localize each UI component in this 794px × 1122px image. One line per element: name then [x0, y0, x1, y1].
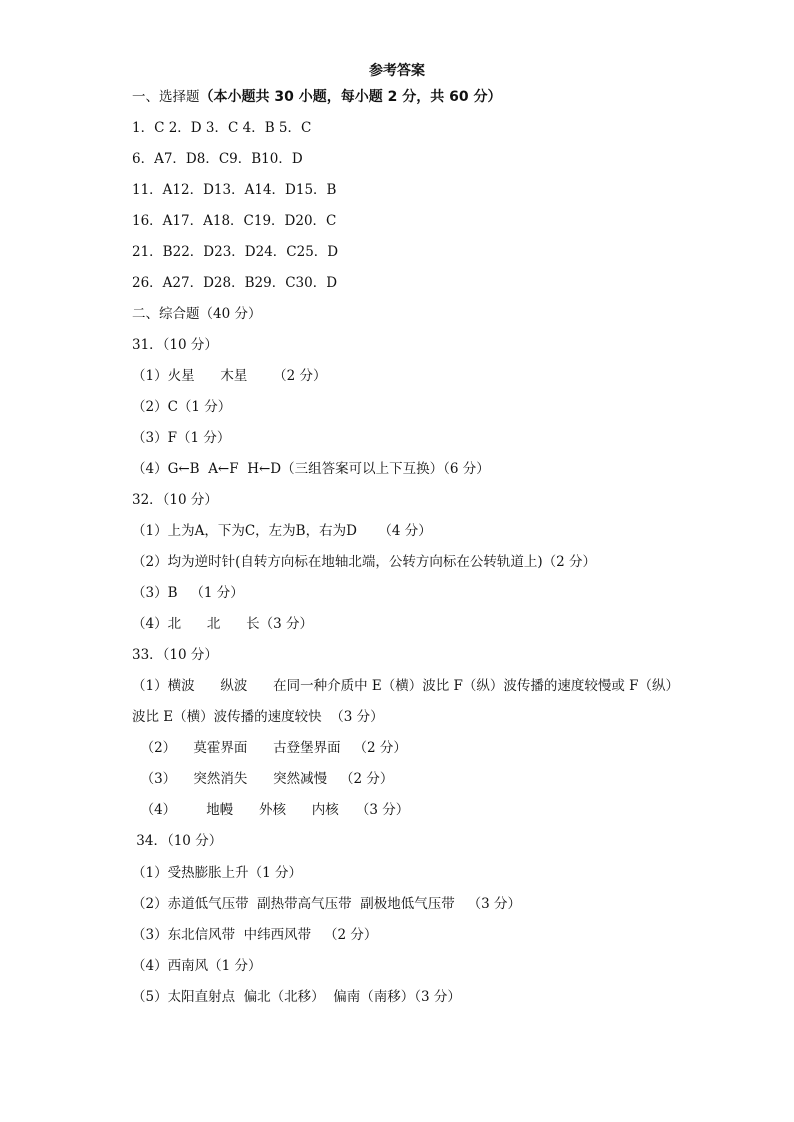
section-1-heading: [132, 88, 501, 106]
mc-answer-row: 26．A27．D28．B29．C30．D: [132, 275, 338, 291]
question-34-answer: （2）赤道低气压带 副热带高气压带 副极地低气压带 （3 分）: [132, 896, 522, 912]
question-31-answer: （4）G←B A←F H←D（三组答案可以上下互换）（6 分）: [132, 461, 490, 477]
question-32-answer: （1）上为A，下为C，左为B，右为D （4 分）: [132, 523, 432, 539]
question-34-answer: （3）东北信风带 中纬西风带 （2 分）: [132, 927, 378, 943]
question-32-header: 32．（10 分）: [132, 492, 218, 508]
mc-answer-row: 11．A12．D13．A14．D15．B: [132, 182, 337, 198]
page-title: 参考答案: [369, 63, 425, 79]
question-32-answer: （3）B （1 分）: [132, 585, 244, 601]
section-1-label: 一、选择题: [132, 89, 200, 105]
question-33-answer: （1）横波 纵波 在同一种介质中 E（横）波比 F（纵）波传播的速度较慢或 F（纵）: [132, 678, 680, 694]
mc-answer-row: 16．A17．A18．C19．D20．C: [132, 213, 337, 229]
question-33-answer: 波比 E（横）波传播的速度较快 （3 分）: [132, 709, 384, 725]
question-32-answer: （4）北 北 长（3 分）: [132, 616, 313, 632]
question-33-header: 33．（10 分）: [132, 647, 218, 663]
mc-answer-row: 21．B22．D23．D24．C25．D: [132, 244, 339, 260]
question-33-answer: （3） 突然消失 突然减慢 （2 分）: [132, 771, 394, 787]
question-34-answer: （5）太阳直射点 偏北（北移） 偏南（南移）（3 分）: [132, 989, 461, 1005]
question-33-answer: （2） 莫霍界面 古登堡界面 （2 分）: [132, 740, 407, 756]
question-34-header: 34．（10 分）: [132, 833, 223, 849]
question-34-answer: （1）受热膨胀上升（1 分）: [132, 865, 302, 881]
question-32-answer: （2）均为逆时针(自转方向标在地轴北端，公转方向标在公转轨道上)（2 分）: [132, 554, 597, 570]
question-34-answer: （4）西南风（1 分）: [132, 958, 262, 974]
section-1-note: （本小题共 30 小题，每小题 2 分，共 60 分）: [199, 89, 502, 105]
question-31-answer: （1）火星 木星 （2 分）: [132, 368, 327, 384]
section-2-heading: 二、综合题（40 分）: [132, 306, 262, 322]
mc-answer-row: 1．C 2．D 3．C 4．B 5．C: [132, 120, 312, 136]
question-31-answer: （2）C（1 分）: [132, 399, 232, 415]
question-31-answer: （3）F（1 分）: [132, 430, 231, 446]
mc-answer-row: 6．A7．D8．C9．B10．D: [132, 151, 303, 167]
question-31-header: 31．（10 分）: [132, 337, 218, 353]
question-33-answer: （4） 地幔 外核 内核 （3 分）: [132, 802, 410, 818]
